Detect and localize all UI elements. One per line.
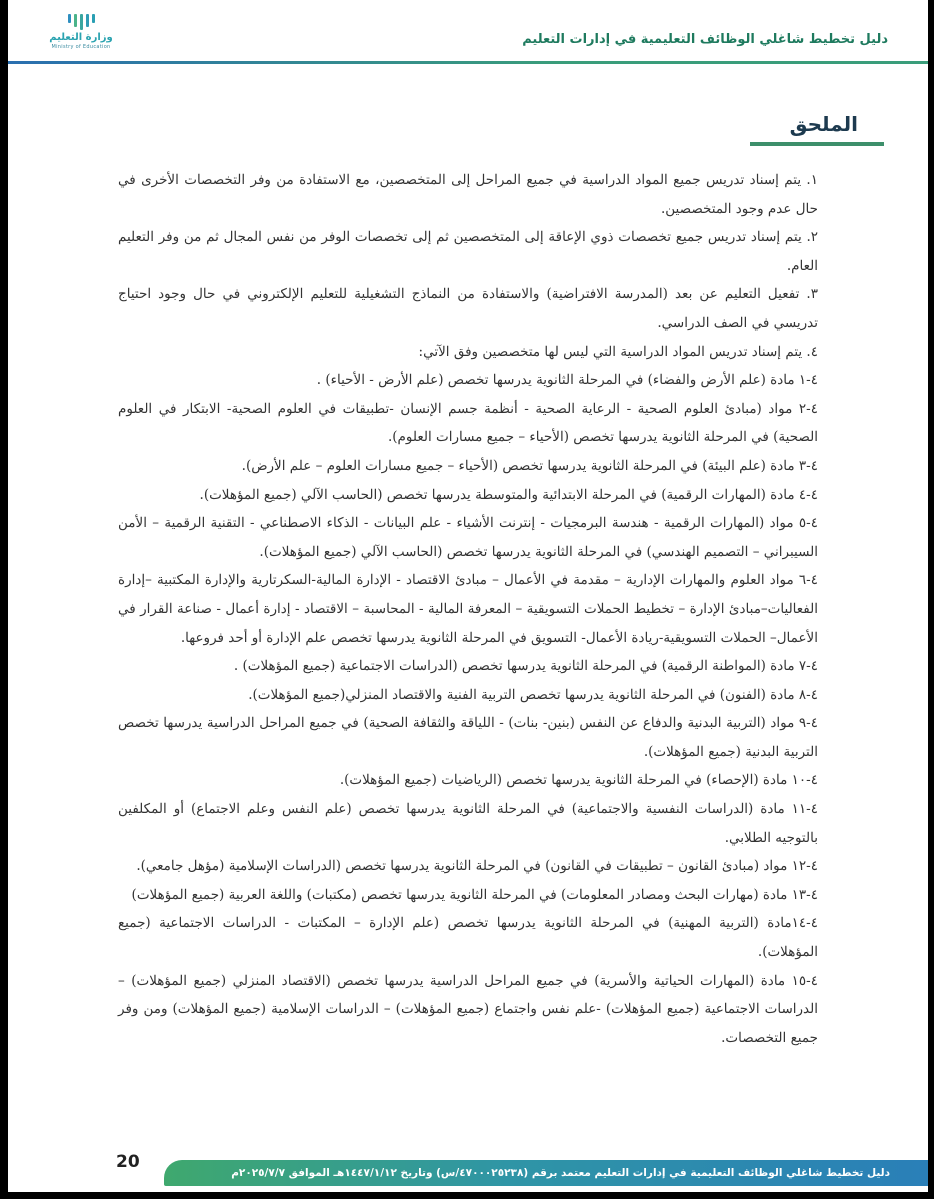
list-item: ٤-١٠ مادة (الإحصاء) في المرحلة الثانوية يدرسها تخصص (الرياضيات (جميع المؤهلات). [339,772,818,789]
list-item: ٤-٥ مواد (المهارات الرقمية - هندسة البرمجيات - إنترنت الأشياء - علم البيانات - الذكاء الاصطناعي - التقنية الرقمية – الأمن السيبراني – التصميم الهندسي) في المرحلة الثانوية يدرسها تخصص (الحاسب الآلي (جميع المؤهلات). [118,515,818,560]
list-item: ٤-٩ مواد (التربية البدنية والدفاع عن النفس (بنين- بنات) - اللياقة والثقافة الصحية) في جميع المراحل الدراسية يدرسها تخصص التربية البدنية (جميع المؤهلات). [118,715,818,760]
footer-band [164,1160,928,1186]
content-body [118,166,818,1052]
list-item: ٤-١ مادة (علم الأرض والفضاء) في المرحلة الثانوية يدرسها تخصص (علم الأرض - الأحياء) . [316,372,818,389]
list-item: ٤-٣ مادة (علم البيئة) في المرحلة الثانوية يدرسها تخصص (الأحياء – جميع مسارات العلوم – علم الأرض). [241,457,818,474]
document-page [8,0,928,1192]
list-item: ٤-١٣ مادة (مهارات البحث ومصادر المعلومات) في المرحلة الثانوية يدرسها تخصص (مكتبات) واللغة العربية (جميع المؤهلات) [131,886,818,903]
list-item: ٤-١٢ مواد (مبادئ القانون – تطبيقات في القانون) في المرحلة الثانوية يدرسها تخصص (الدراسات الإسلامية (مؤهل جامعي). [136,858,818,875]
list-item: ٢. يتم إسناد تدريس جميع تخصصات ذوي الإعاقة إلى المتخصصين ثم إلى تخصصات الوفر من نفس المجال ثم من وفر التعليم العام. [118,229,818,274]
list-item: ٤-١٤مادة (التربية المهنية) في المرحلة الثانوية يدرسها تخصص (علم الإدارة – المكتبات - الدراسات الاجتماعية (جميع المؤهلات). [118,915,818,961]
section-title-underline [750,142,884,146]
page-number: 20 [116,1152,140,1172]
list-item: ٤-٤ مادة (المهارات الرقمية) في المرحلة الابتدائية والمتوسطة يدرسها تخصص (الحاسب الآلي (جميع المؤهلات). [199,486,818,503]
logo-mark-icon [68,14,95,30]
list-item: ١. يتم إسناد تدريس جميع المواد الدراسية في جميع المراحل إلى المتخصصين، مع الاستفادة من وفر التخصصات الأخرى في حال عدم وجود المتخصصين. [118,172,818,217]
list-item: ٤-٧ مادة (المواطنة الرقمية) في المرحلة الثانوية يدرسها تخصص (الدراسات الاجتماعية (جميع المؤهلات) . [233,658,818,675]
list-item: ٤-١١ مادة (الدراسات النفسية والاجتماعية) في المرحلة الثانوية يدرسها تخصص (علم النفس وعلم الاجتماع) أو المكلفين بالتوجيه الطلابي. [118,801,818,846]
list-item: ٤-٦ مواد العلوم والمهارات الإدارية – مقدمة في الأعمال – مبادئ الاقتصاد - الإدارة المالية-السكرتارية والإدارة المكتبية –إدارة الفعاليات–مبادئ الإدارة – تخطيط الحملات التسويقية – المعرفة المالية - المحاسبة – الاقتصاد - إدارة أعمال - صناعة القرار في الأعمال– الحملات التسويقية-ريادة الأعمال- التسويق في المرحلة الثانوية يدرسها تخصص علم الإدارة أو أحد فروعها. [118,572,818,646]
header-title: دليل تخطيط شاغلي الوظائف التعليمية في إدارات التعليم [522,31,888,47]
list-item: ٣. تفعيل التعليم عن بعد (المدرسة الافتراضية) والاستفادة من النماذج التشغيلية للتعليم الإلكتروني في حال وجود احتياج تدريسي في الصف الدراسي. [118,286,818,331]
list-item: ٤-١٥ مادة (المهارات الحياتية والأسرية) في جميع المراحل الدراسية يدرسها تخصص (الاقتصاد المنزلي (جميع المؤهلات) – الدراسات الاجتماعية (جميع المؤهلات) -علم نفس واجتماع (جميع المؤهلات) – الدراسات الإسلامية (جميع المؤهلات) ومن وفر جميع التخصصات. [118,972,818,1046]
list-item: ٤-٨ مادة (الفنون) في المرحلة الثانوية يدرسها تخصص التربية الفنية والاقتصاد المنزلي(جميع المؤهلات). [248,686,818,703]
section-title: الملحق [789,112,858,136]
list-item: ٤. يتم إسناد تدريس المواد الدراسية التي ليس لها متخصصين وفق الآتي: [418,343,818,360]
ministry-logo [38,14,124,50]
header-divider [8,61,928,64]
page-header [8,0,928,64]
list-item: ٤-٢ مواد (مبادئ العلوم الصحية - الرعاية الصحية - أنظمة جسم الإنسان -تطبيقات في العلوم الصحية- الابتكار في العلوم الصحية) في المرحلة الثانوية يدرسها تخصص (الأحياء – جميع مسارات العلوم). [118,400,818,446]
logo-text-en: Ministry of Education [51,44,111,50]
logo-text-ar: وزارة التعليم [49,32,113,43]
footer-text: دليل تخطيط شاغلي الوظائف التعليمية في إدارات التعليم معتمد برقم (٤٧٠٠٠٢٥٢٣٨/س) وتاريخ ١٤٤٧/١/١٢هـ الموافق ٢٠٢٥/٧/٧م [231,1167,890,1179]
